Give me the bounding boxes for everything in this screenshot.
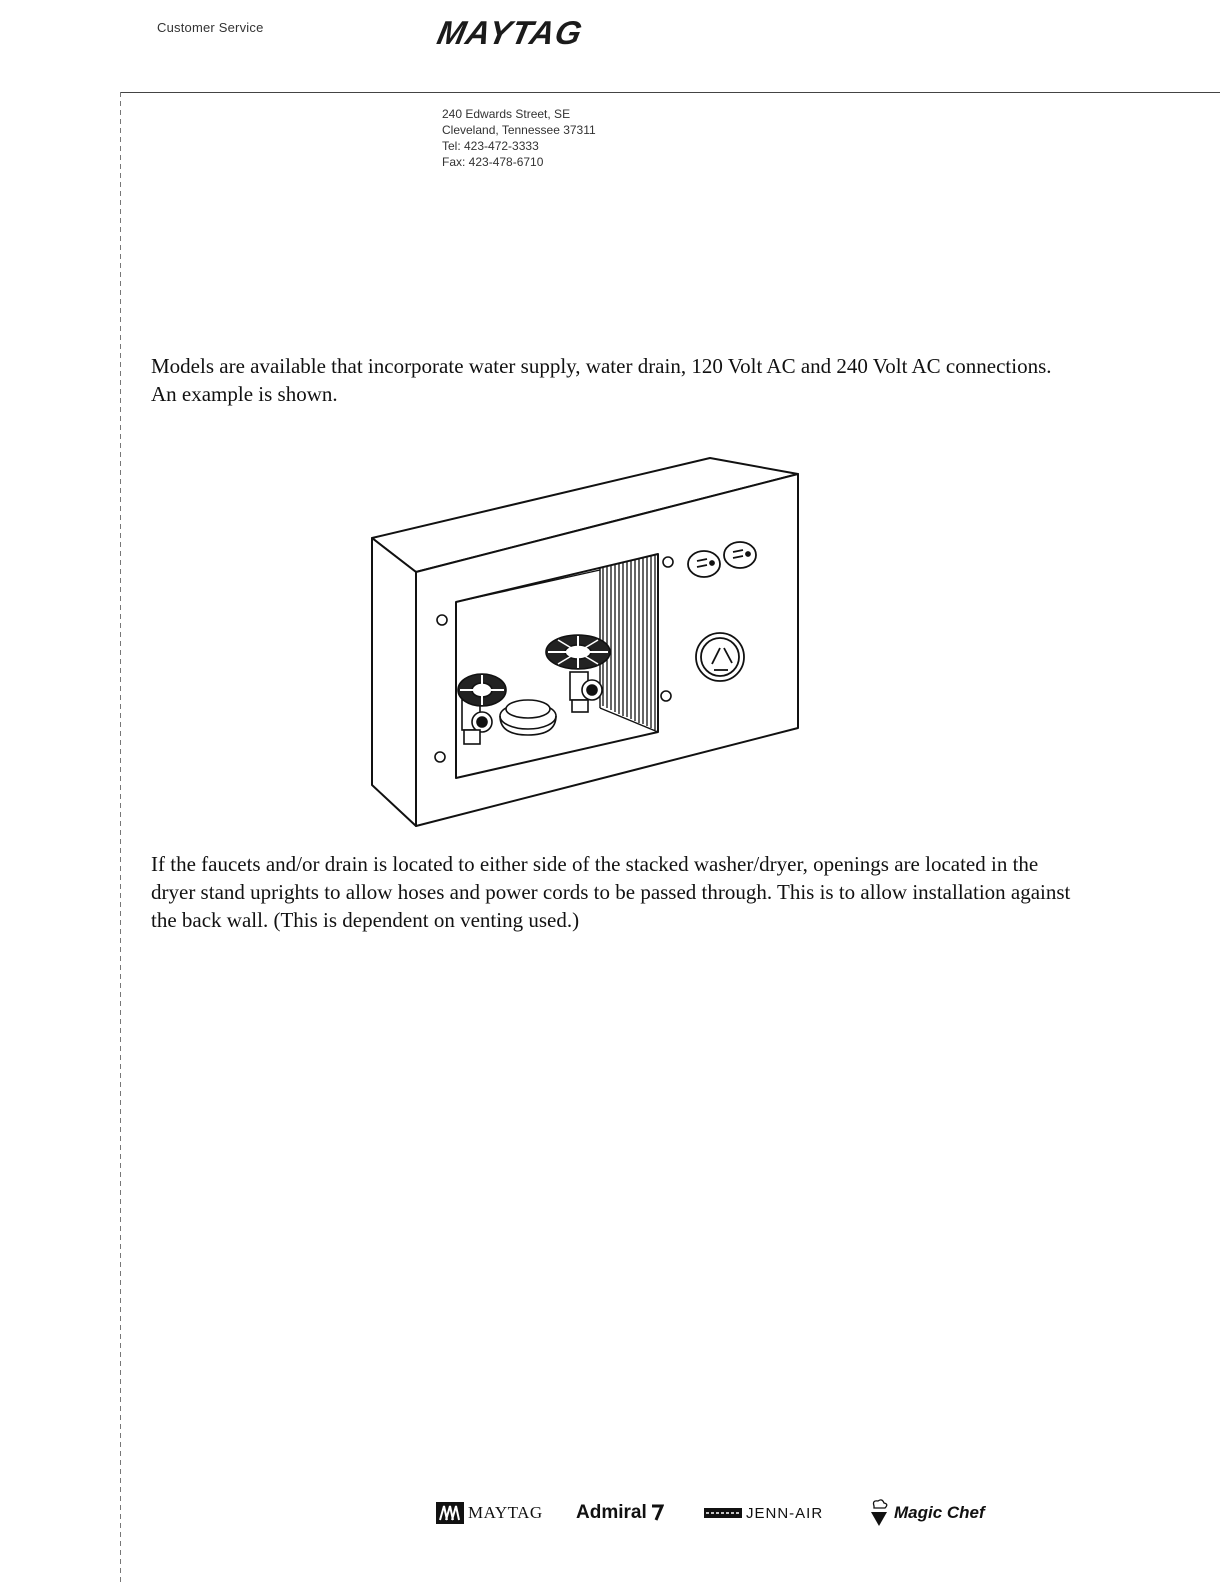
header-rule	[120, 92, 1220, 93]
screw-hole	[663, 557, 673, 567]
box-left-side	[372, 538, 416, 826]
address-street: 240 Edwards Street, SE	[442, 107, 571, 121]
brand-footer	[436, 1496, 1016, 1530]
admiral-emblem-icon	[650, 1504, 664, 1522]
screw-hole	[437, 615, 447, 625]
margin-rule	[120, 92, 121, 1582]
brand-jenn-air	[704, 1496, 823, 1530]
screw-hole	[661, 691, 671, 701]
address-tel: Tel: 423-472-3333	[442, 139, 539, 153]
maytag-emblem-icon	[436, 1502, 464, 1524]
screw-hole	[435, 752, 445, 762]
department-label: Customer Service	[157, 20, 264, 35]
maytag-logo: MAYTAG	[434, 14, 587, 51]
brand-maytag-label: MAYTAG	[468, 1503, 543, 1522]
wall-box-illustration	[355, 450, 815, 835]
address-city: Cleveland, Tennessee 37311	[442, 123, 596, 137]
brand-magic-chef	[868, 1496, 985, 1530]
brand-admiral-label: Admiral	[576, 1502, 647, 1523]
intro-paragraph: Models are available that incorporate water supply, water drain, 120 Volt AC and 240 Volt AC connections. An example is shown.	[151, 354, 1052, 406]
brand-admiral	[576, 1496, 664, 1530]
brand-jenn-air-label: JENN-AIR	[746, 1504, 824, 1522]
brand-magic-chef-label: Magic Chef	[894, 1503, 985, 1522]
jenn-air-emblem-icon	[704, 1508, 742, 1518]
chef-hat-icon	[868, 1498, 890, 1528]
address-block	[442, 106, 596, 170]
installation-paragraph: If the faucets and/or drain is located to either side of the stacked washer/dryer, openings are located in the dryer stand uprights to allow hoses and power cords to be passed through. This is to allow installation against the back wall. (This is dependent on venting used.)	[151, 852, 1071, 932]
brand-maytag	[436, 1496, 543, 1530]
address-fax: Fax: 423-478-6710	[442, 155, 544, 169]
